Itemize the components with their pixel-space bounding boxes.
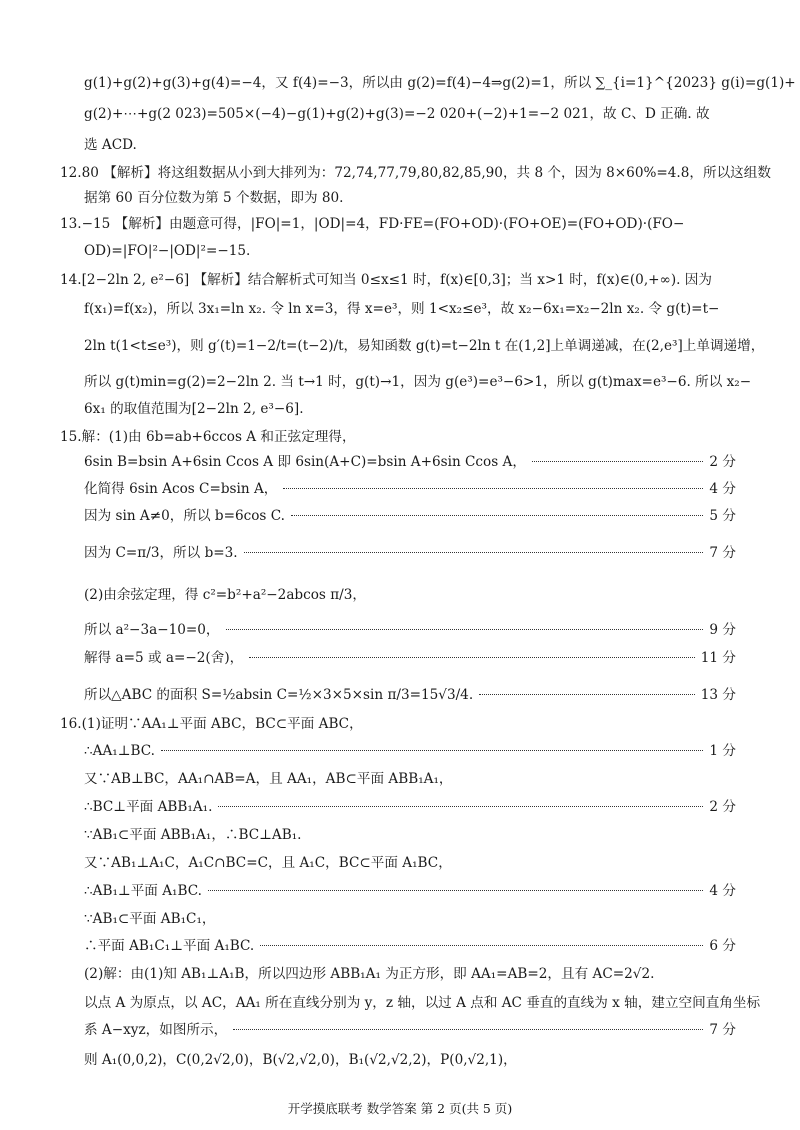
text-line: 12.80 【解析】将这组数据从小到大排列为：72,74,77,79,80,82,85,90，共 8 个，因为 8×60%=4.8，所以这组数 — [60, 165, 771, 181]
leader-dots — [249, 657, 695, 658]
text-line: 以点 A 为原点，以 AC，AA₁ 所在直线分别为 y，z 轴，以过 A 点和 AC 垂直的直线为 x 轴，建立空间直角坐标 — [84, 995, 761, 1011]
step-text: 解得 a=5 或 a=−2(舍)， — [84, 650, 244, 666]
scored-step — [84, 480, 736, 498]
text-line: 2ln t(1<t≤e³)，则 g′(t)=1−2/t=(t−2)/t，易知函数 g(t)=t−2ln t 在(1,2]上单调递减，在(2,e³]上单调递增， — [84, 338, 765, 354]
step-points: 7 分 — [709, 545, 736, 561]
scored-step — [84, 1021, 736, 1039]
step-points: 11 分 — [700, 650, 736, 666]
text-line: 选 ACD. — [84, 137, 137, 153]
text-line: 6x₁ 的取值范围为[2−2ln 2, e³−6]. — [84, 401, 304, 417]
step-text: 又∵AB⊥BC，AA₁∩AB=A，且 AA₁，AB⊂平面 ABB₁A₁， — [84, 771, 453, 787]
leader-dots — [161, 750, 703, 751]
scored-step — [84, 507, 736, 525]
scored-step — [84, 544, 736, 562]
step-points: 2 分 — [709, 454, 736, 470]
step-points: 2 分 — [709, 799, 736, 815]
leader-dots — [479, 694, 695, 695]
step-text: ∴平面 AB₁C₁⊥平面 A₁BC. — [84, 938, 255, 954]
step-points: 9 分 — [709, 622, 736, 638]
text-line: 13.−15 【解析】由题意可得，|FO|=1，|OD|=4，FD·FE=(FO+OD)·(FO+OE)=(FO+OD)·(FO− — [60, 216, 685, 232]
text-line: 16.(1)证明∵AA₁⊥平面 ABC，BC⊂平面 ABC， — [60, 716, 363, 732]
step-points: 5 分 — [709, 508, 736, 524]
text-line: 15.解：(1)由 6b=ab+6ccos A 和正弦定理得， — [60, 429, 356, 445]
step-text: 系 A−xyz，如图所示， — [84, 1022, 228, 1038]
text-line: ∵AB₁⊂平面 AB₁C₁， — [84, 911, 216, 927]
scored-step — [84, 742, 736, 760]
text-line: OD)=|FO|²−|OD|²=−15. — [84, 243, 251, 259]
scored-step — [84, 453, 736, 471]
step-points: 1 分 — [709, 743, 736, 759]
step-text: ∴AB₁⊥平面 A₁BC. — [84, 883, 202, 899]
text-line: g(1)+g(2)+g(3)+g(4)=−4，又 f(4)=−3，所以由 g(2)=f(4)−4⇒g(2)=1，所以 ∑_{i=1}^{2023} g(i)=g(1)+ — [84, 75, 796, 91]
text-line: 又∵AB₁⊥A₁C，A₁C∩BC=C，且 A₁C，BC⊂平面 A₁BC， — [84, 855, 452, 871]
text-line: 14.[2−2ln 2, e²−6] 【解析】结合解析式可知当 0≤x≤1 时，f(x)∈[0,3]；当 x>1 时，f(x)∈(0,+∞). 因为 — [60, 272, 712, 288]
text-line: 则 A₁(0,0,2)，C(0,2√2,0)，B(√2,√2,0)，B₁(√2,√2,2)，P(0,√2,1)， — [84, 1052, 517, 1068]
step-text: 6sin B=bsin A+6sin Ccos A 即 6sin(A+C)=bsin A+6sin Ccos A， — [84, 454, 526, 470]
step-text: 所以△ABC 的面积 S=½absin C=½×3×5×sin π/3=15√3/4. — [84, 687, 474, 703]
step-text: ∴AA₁⊥BC. — [84, 743, 155, 759]
leader-dots — [233, 1029, 703, 1030]
text-line: 所以 g(t)min=g(2)=2−2ln 2. 当 t→1 时，g(t)→1，因为 g(e³)=e³−6>1，所以 g(t)max=e³−6. 所以 x₂− — [84, 374, 752, 390]
scored-step — [84, 798, 736, 816]
scored-step — [84, 621, 736, 639]
leader-dots — [226, 629, 704, 630]
step-text: 因为 C=π/3，所以 b=3. — [84, 545, 238, 561]
text-line: (2)由余弦定理，得 c²=b²+a²−2abcos π/3， — [84, 587, 366, 603]
leader-dots — [532, 461, 703, 462]
leader-dots — [260, 945, 703, 946]
scored-step — [84, 770, 736, 788]
leader-dots — [208, 890, 703, 891]
text-line: (2)解：由(1)知 AB₁⊥A₁B，所以四边形 ABB₁A₁ 为正方形，即 AA₁=AB=2，且有 AC=2√2. — [84, 966, 655, 982]
leader-dots — [283, 488, 703, 489]
step-points: 6 分 — [709, 938, 736, 954]
page-footer: 开学摸底联考 数学答案 第 2 页(共 5 页) — [287, 1101, 513, 1116]
leader-dots — [218, 806, 703, 807]
text-line: f(x₁)=f(x₂)，所以 3x₁=ln x₂. 令 ln x=3，得 x=e³，则 1<x₂≤e³，故 x₂−6x₁=x₂−2ln x₂. 令 g(t)=t− — [84, 301, 720, 317]
scored-step — [84, 686, 736, 704]
step-text: 所以 a²−3a−10=0， — [84, 622, 220, 638]
scored-step — [84, 937, 736, 955]
leader-dots — [291, 515, 703, 516]
step-points: 4 分 — [709, 883, 736, 899]
step-text: 因为 sin A≠0，所以 b=6cos C. — [84, 508, 285, 524]
step-text: ∴BC⊥平面 ABB₁A₁. — [84, 799, 213, 815]
leader-dots — [244, 552, 704, 553]
step-points: 13 分 — [700, 687, 736, 703]
scored-step — [84, 882, 736, 900]
text-line: g(2)+⋯+g(2 023)=505×(−4)−g(1)+g(2)+g(3)=−2 020+(−2)+1=−2 021，故 C、D 正确. 故 — [84, 106, 710, 122]
text-line: 据第 60 百分位数为第 5 个数据，即为 80. — [84, 190, 344, 206]
scored-step — [84, 649, 736, 667]
step-text: 化简得 6sin Acos C=bsin A， — [84, 481, 278, 497]
text-line: ∵AB₁⊂平面 ABB₁A₁，∴BC⊥AB₁. — [84, 827, 302, 843]
step-points: 4 分 — [709, 481, 736, 497]
step-points: 7 分 — [709, 1022, 736, 1038]
